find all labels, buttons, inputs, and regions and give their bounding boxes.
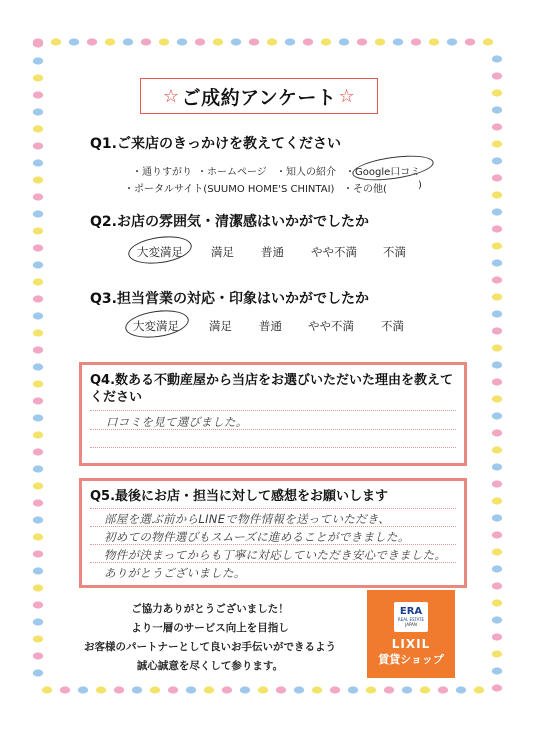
logo-shop-name: 賃貸ショップ: [378, 653, 444, 666]
border-dot: [492, 259, 502, 266]
border-dot: [492, 565, 502, 572]
border-dot: [168, 686, 178, 693]
border-dot: [348, 686, 358, 693]
border-dot: [492, 667, 502, 674]
border-dot: [492, 55, 502, 62]
border-dot: [33, 431, 43, 438]
border-dot: [69, 38, 79, 45]
border-dot: [492, 123, 502, 130]
q4-handwritten-answer: 口コミを見て選びました。: [106, 415, 248, 429]
q2-choice[interactable]: 大変満足: [137, 245, 183, 259]
border-dot: [267, 38, 277, 45]
emblem-text: ERA: [399, 606, 423, 617]
border-dot: [33, 295, 43, 302]
border-dot: [339, 38, 349, 45]
q4-question-cont: ください: [90, 390, 143, 405]
answer-line: [90, 562, 456, 563]
border-dot: [33, 261, 43, 268]
border-dot: [492, 429, 502, 436]
border-dot: [438, 686, 448, 693]
border-dot: [33, 618, 43, 625]
border-dot: [492, 361, 502, 368]
border-dot: [492, 616, 502, 623]
q1-question: Q1.ご来店のきっかけを教えてください: [90, 136, 341, 152]
q1-option-close: ): [418, 180, 422, 191]
border-dot: [492, 582, 502, 589]
border-dot: [33, 193, 43, 200]
border-dot: [33, 465, 43, 472]
border-dot: [33, 584, 43, 591]
border-dot: [33, 414, 43, 421]
border-dot: [321, 38, 331, 45]
border-dot: [492, 497, 502, 504]
border-dot: [33, 278, 43, 285]
closing-line: お客様のパートナーとして良いお手伝いができるよう: [84, 641, 336, 653]
q3-choice[interactable]: 大変満足: [133, 319, 179, 333]
border-dot: [375, 38, 385, 45]
border-dot: [186, 686, 196, 693]
border-dot: [249, 38, 259, 45]
border-dot: [492, 378, 502, 385]
border-dot: [492, 633, 502, 640]
border-dot: [114, 686, 124, 693]
q1-option[interactable]: ・Google口コミ: [345, 167, 421, 178]
border-dot: [33, 74, 43, 81]
border-dot: [357, 38, 367, 45]
border-dot: [96, 686, 106, 693]
q3-choice[interactable]: やや不満: [308, 319, 354, 333]
logo-brand: LIXIL: [391, 637, 431, 651]
q1-option[interactable]: ・その他(: [343, 184, 387, 195]
answer-line: [90, 429, 456, 430]
border-dot: [33, 210, 43, 217]
border-dot: [51, 38, 61, 45]
border-dot: [492, 140, 502, 147]
q4-answer-box[interactable]: [79, 362, 467, 466]
border-dot: [492, 174, 502, 181]
border-dot: [393, 38, 403, 45]
border-dot: [492, 480, 502, 487]
border-dot: [402, 686, 412, 693]
border-dot: [33, 346, 43, 353]
border-dot: [33, 142, 43, 149]
border-dot: [33, 482, 43, 489]
border-dot: [33, 159, 43, 166]
border-dot: [33, 244, 43, 251]
border-dot: [33, 550, 43, 557]
border-dot: [222, 686, 232, 693]
border-dot: [492, 225, 502, 232]
border-dot: [33, 57, 43, 64]
border-dot: [105, 38, 115, 45]
border-dot: [195, 38, 205, 45]
border-dot: [159, 38, 169, 45]
emblem-country: JAPAN: [405, 622, 417, 627]
emblem-sub: REAL ESTATE: [397, 617, 425, 622]
border-dot: [78, 686, 88, 693]
border-dot: [177, 38, 187, 45]
border-dot: [492, 293, 502, 300]
border-dot: [33, 516, 43, 523]
q1-option[interactable]: ・知人の紹介: [276, 167, 336, 178]
border-dot: [33, 397, 43, 404]
q5-handwritten-line: 初めての物件選びもスムーズに進めることができました。: [104, 530, 410, 544]
border-dot: [492, 106, 502, 113]
border-dot: [33, 91, 43, 98]
q2-question: Q2.お店の雰囲気・清潔感はいかがでしたか: [90, 214, 369, 230]
border-dot: [492, 548, 502, 555]
q5-handwritten-line: 物件が決まってからも丁寧に対応していただき安心できました。: [104, 548, 447, 562]
era-emblem-icon: [394, 602, 428, 632]
q4-question: Q4.数ある不動産屋から当店をお選びいただいた理由を教えて: [90, 373, 454, 388]
border-dot: [420, 686, 430, 693]
border-dot: [276, 686, 286, 693]
border-dot: [492, 310, 502, 317]
q2-choice[interactable]: 不満: [383, 245, 406, 259]
survey-title: [140, 78, 378, 114]
survey-title-text: ご成約アンケート: [181, 86, 337, 109]
border-dot: [411, 38, 421, 45]
border-dot: [429, 38, 439, 45]
q3-choice[interactable]: 普通: [259, 319, 282, 333]
closing-line: 誠心誠意を尽くして参ります。: [136, 660, 284, 672]
border-dot: [330, 686, 340, 693]
q5-handwritten-line: ありがとうございました。: [104, 566, 246, 580]
border-dot: [492, 599, 502, 606]
border-dot: [33, 635, 43, 642]
border-dot: [231, 38, 241, 45]
border-dot: [33, 312, 43, 319]
border-dot: [33, 499, 43, 506]
border-dot: [132, 686, 142, 693]
border-dot: [60, 686, 70, 693]
q1-option[interactable]: ・ポータルサイト(SUUMO HOME'S CHINTAI): [124, 184, 335, 195]
q1-option[interactable]: ・ホームページ: [197, 167, 267, 178]
border-dot: [150, 686, 160, 693]
border-dot: [447, 38, 457, 45]
border-dot: [33, 601, 43, 608]
q5-answer-box[interactable]: [79, 478, 467, 588]
border-dot: [213, 38, 223, 45]
border-dot: [33, 329, 43, 336]
border-dot: [258, 686, 268, 693]
answer-line: [90, 447, 456, 448]
border-dot: [33, 227, 43, 234]
border-dot: [474, 686, 484, 693]
border-dot: [42, 686, 52, 693]
border-dot: [384, 686, 394, 693]
border-dot: [312, 686, 322, 693]
q5-handwritten-line: 部屋を選ぶ前からLINEで物件情報を送っていただき、: [104, 512, 391, 526]
border-dot: [366, 686, 376, 693]
border-dot: [204, 686, 214, 693]
answer-line: [90, 410, 456, 411]
border-dot: [492, 412, 502, 419]
border-dot: [492, 191, 502, 198]
q2-choice[interactable]: 普通: [261, 245, 284, 259]
star-icon: ☆: [338, 85, 356, 107]
border-dot: [492, 327, 502, 334]
answer-line: [90, 526, 456, 527]
company-logo: [367, 590, 455, 678]
border-dot: [465, 38, 475, 45]
q5-question: Q5.最後にお店・担当に対して感想をお願いします: [90, 489, 389, 504]
border-dot: [240, 686, 250, 693]
answer-line: [90, 544, 456, 545]
border-dot: [492, 72, 502, 79]
border-dot: [492, 344, 502, 351]
border-dot: [294, 686, 304, 693]
q3-choice[interactable]: 満足: [209, 319, 232, 333]
border-dot: [141, 38, 151, 45]
border-dot: [492, 276, 502, 283]
border-dot: [492, 242, 502, 249]
border-dot: [492, 89, 502, 96]
border-dot: [33, 533, 43, 540]
border-dot: [33, 380, 43, 387]
border-dot: [492, 157, 502, 164]
border-dot: [492, 463, 502, 470]
border-dot: [33, 108, 43, 115]
border-dot: [33, 363, 43, 370]
border-dot: [492, 650, 502, 657]
border-dot: [492, 208, 502, 215]
border-dot: [123, 38, 133, 45]
border-dot: [33, 567, 43, 574]
q3-question: Q3.担当営業の対応・印象はいかがでしたか: [90, 291, 369, 307]
border-dot: [33, 448, 43, 455]
q2-choice[interactable]: 満足: [211, 245, 234, 259]
star-icon: ☆: [162, 85, 180, 107]
border-dot: [456, 686, 466, 693]
q3-choice[interactable]: 不満: [381, 319, 404, 333]
border-dot: [492, 684, 502, 691]
closing-line: より一層のサービス向上を目指し: [131, 622, 289, 634]
border-dot: [303, 38, 313, 45]
border-dot: [33, 176, 43, 183]
answer-line: [90, 508, 456, 509]
closing-line: ご協力ありがとうございました！: [131, 603, 289, 615]
border-dot: [33, 40, 43, 47]
border-dot: [33, 125, 43, 132]
border-dot: [483, 38, 493, 45]
border-dot: [33, 669, 43, 676]
q1-option[interactable]: ・通りすがり: [132, 167, 192, 178]
border-dot: [33, 652, 43, 659]
closing-message: [80, 600, 340, 676]
border-dot: [87, 38, 97, 45]
border-dot: [492, 531, 502, 538]
border-dot: [492, 446, 502, 453]
border-dot: [285, 38, 295, 45]
q2-choice[interactable]: やや不満: [311, 245, 357, 259]
border-dot: [492, 514, 502, 521]
border-dot: [492, 395, 502, 402]
